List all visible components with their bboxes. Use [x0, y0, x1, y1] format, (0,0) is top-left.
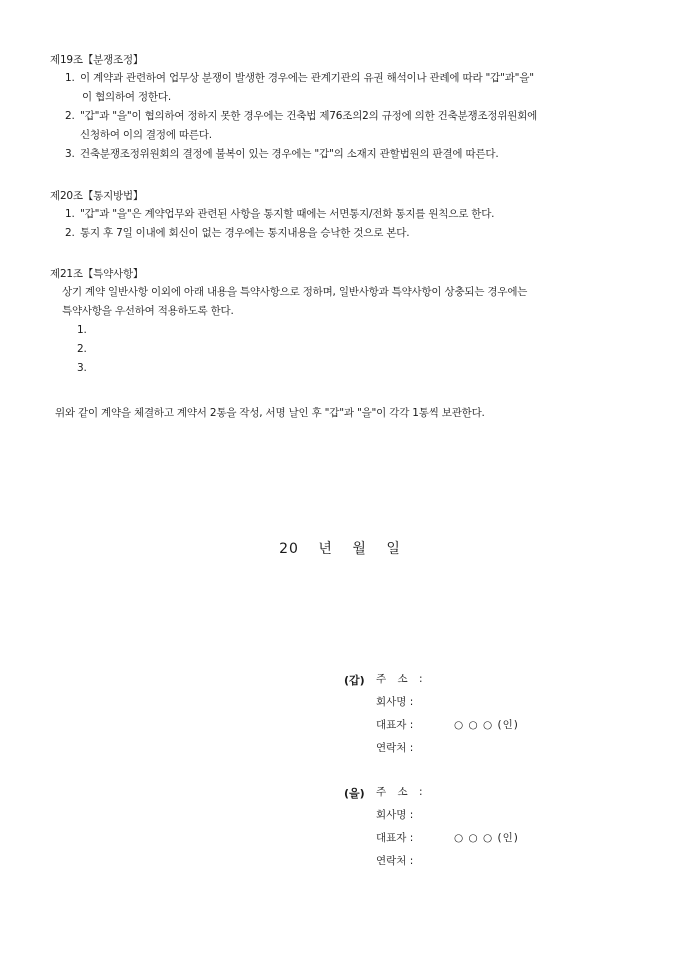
item-line: 건축분쟁조정위원회의 결정에 불복이 있는 경우에는 "갑"의 소재지 관할법원의 판결에 따른다.: [80, 148, 499, 160]
article-19-heading: 제19조【분쟁조정】: [50, 54, 144, 66]
contact-label: 연락처 :: [376, 855, 414, 867]
party-b-company-row: [344, 804, 604, 827]
company-label: 회사명 :: [376, 696, 414, 708]
representative-label: 대표자 :: [376, 832, 414, 844]
article-20-heading: 제20조【통지방법】: [50, 190, 144, 202]
party-a-contact-row: [344, 737, 604, 760]
representative-seal: ○ ○ ○ (인): [454, 719, 519, 731]
item-number: 1.: [65, 72, 75, 84]
item-number: 2.: [77, 343, 87, 355]
representative-seal: ○ ○ ○ (인): [454, 832, 519, 844]
party-b-contact-row: [344, 850, 604, 873]
party-a-role: (갑): [344, 674, 365, 687]
article-19-item-1: [50, 69, 640, 107]
item-number: 1.: [65, 208, 75, 220]
address-label: 주 소 :: [376, 786, 423, 798]
special-term-3: [50, 359, 640, 378]
item-line: 이 계약과 관련하여 업무상 분쟁이 발생한 경우에는 관계기관의 유권 해석이나 관례에 따라 "갑"과"을": [80, 72, 534, 84]
closing-statement: 위와 같이 계약을 체결하고 계약서 2통을 작성, 서명 날인 후 "갑"과 "을"이 각각 1통씩 보관한다.: [55, 407, 485, 419]
contact-label: 연락처 :: [376, 742, 414, 754]
item-number: 2.: [65, 227, 75, 239]
party-b-role: (을): [344, 787, 365, 800]
contract-date: 20 년 월 일: [279, 541, 401, 557]
article-20: [50, 187, 640, 243]
special-term-1: [50, 321, 640, 340]
address-label: 주 소 :: [376, 673, 423, 685]
article-20-item-1: [50, 205, 640, 224]
party-a-representative-row: [344, 714, 604, 737]
item-number: 1.: [77, 324, 87, 336]
party-a-address-row: [344, 668, 604, 691]
item-number: 3.: [77, 362, 87, 374]
article-21: [50, 265, 640, 378]
article-19-item-2: [50, 107, 640, 145]
article-20-item-2: [50, 224, 640, 243]
item-line: 이 협의하여 정한다.: [82, 91, 171, 103]
representative-label: 대표자 :: [376, 719, 414, 731]
party-a-block: [344, 668, 604, 760]
special-term-2: [50, 340, 640, 359]
item-number: 3.: [65, 148, 75, 160]
party-b-address-row: [344, 781, 604, 804]
party-a-company-row: [344, 691, 604, 714]
article-19: [50, 51, 640, 164]
party-b-block: [344, 781, 604, 873]
item-line: 신청하여 이의 결정에 따른다.: [80, 129, 212, 141]
item-line: "갑"과 "을"이 협의하여 정하지 못한 경우에는 건축법 제76조의2의 규정에 의한 건축분쟁조정위원회에: [80, 110, 538, 122]
article-21-paragraph-line: 특약사항을 우선하여 적용하도록 한다.: [62, 305, 234, 317]
company-label: 회사명 :: [376, 809, 414, 821]
article-21-paragraph-line: 상기 계약 일반사항 이외에 아래 내용을 특약사항으로 정하며, 일반사항과 특약사항이 상충되는 경우에는: [62, 286, 528, 298]
article-21-heading: 제21조【특약사항】: [50, 268, 144, 280]
item-line: 통지 후 7일 이내에 회신이 없는 경우에는 통지내용을 승낙한 것으로 본다.: [80, 227, 410, 239]
item-number: 2.: [65, 110, 75, 122]
article-19-item-3: [50, 145, 640, 164]
party-b-representative-row: [344, 827, 604, 850]
item-line: "갑"과 "을"은 계약업무와 관련된 사항을 통지할 때에는 서면통지/전화 통지를 원칙으로 한다.: [80, 208, 495, 220]
